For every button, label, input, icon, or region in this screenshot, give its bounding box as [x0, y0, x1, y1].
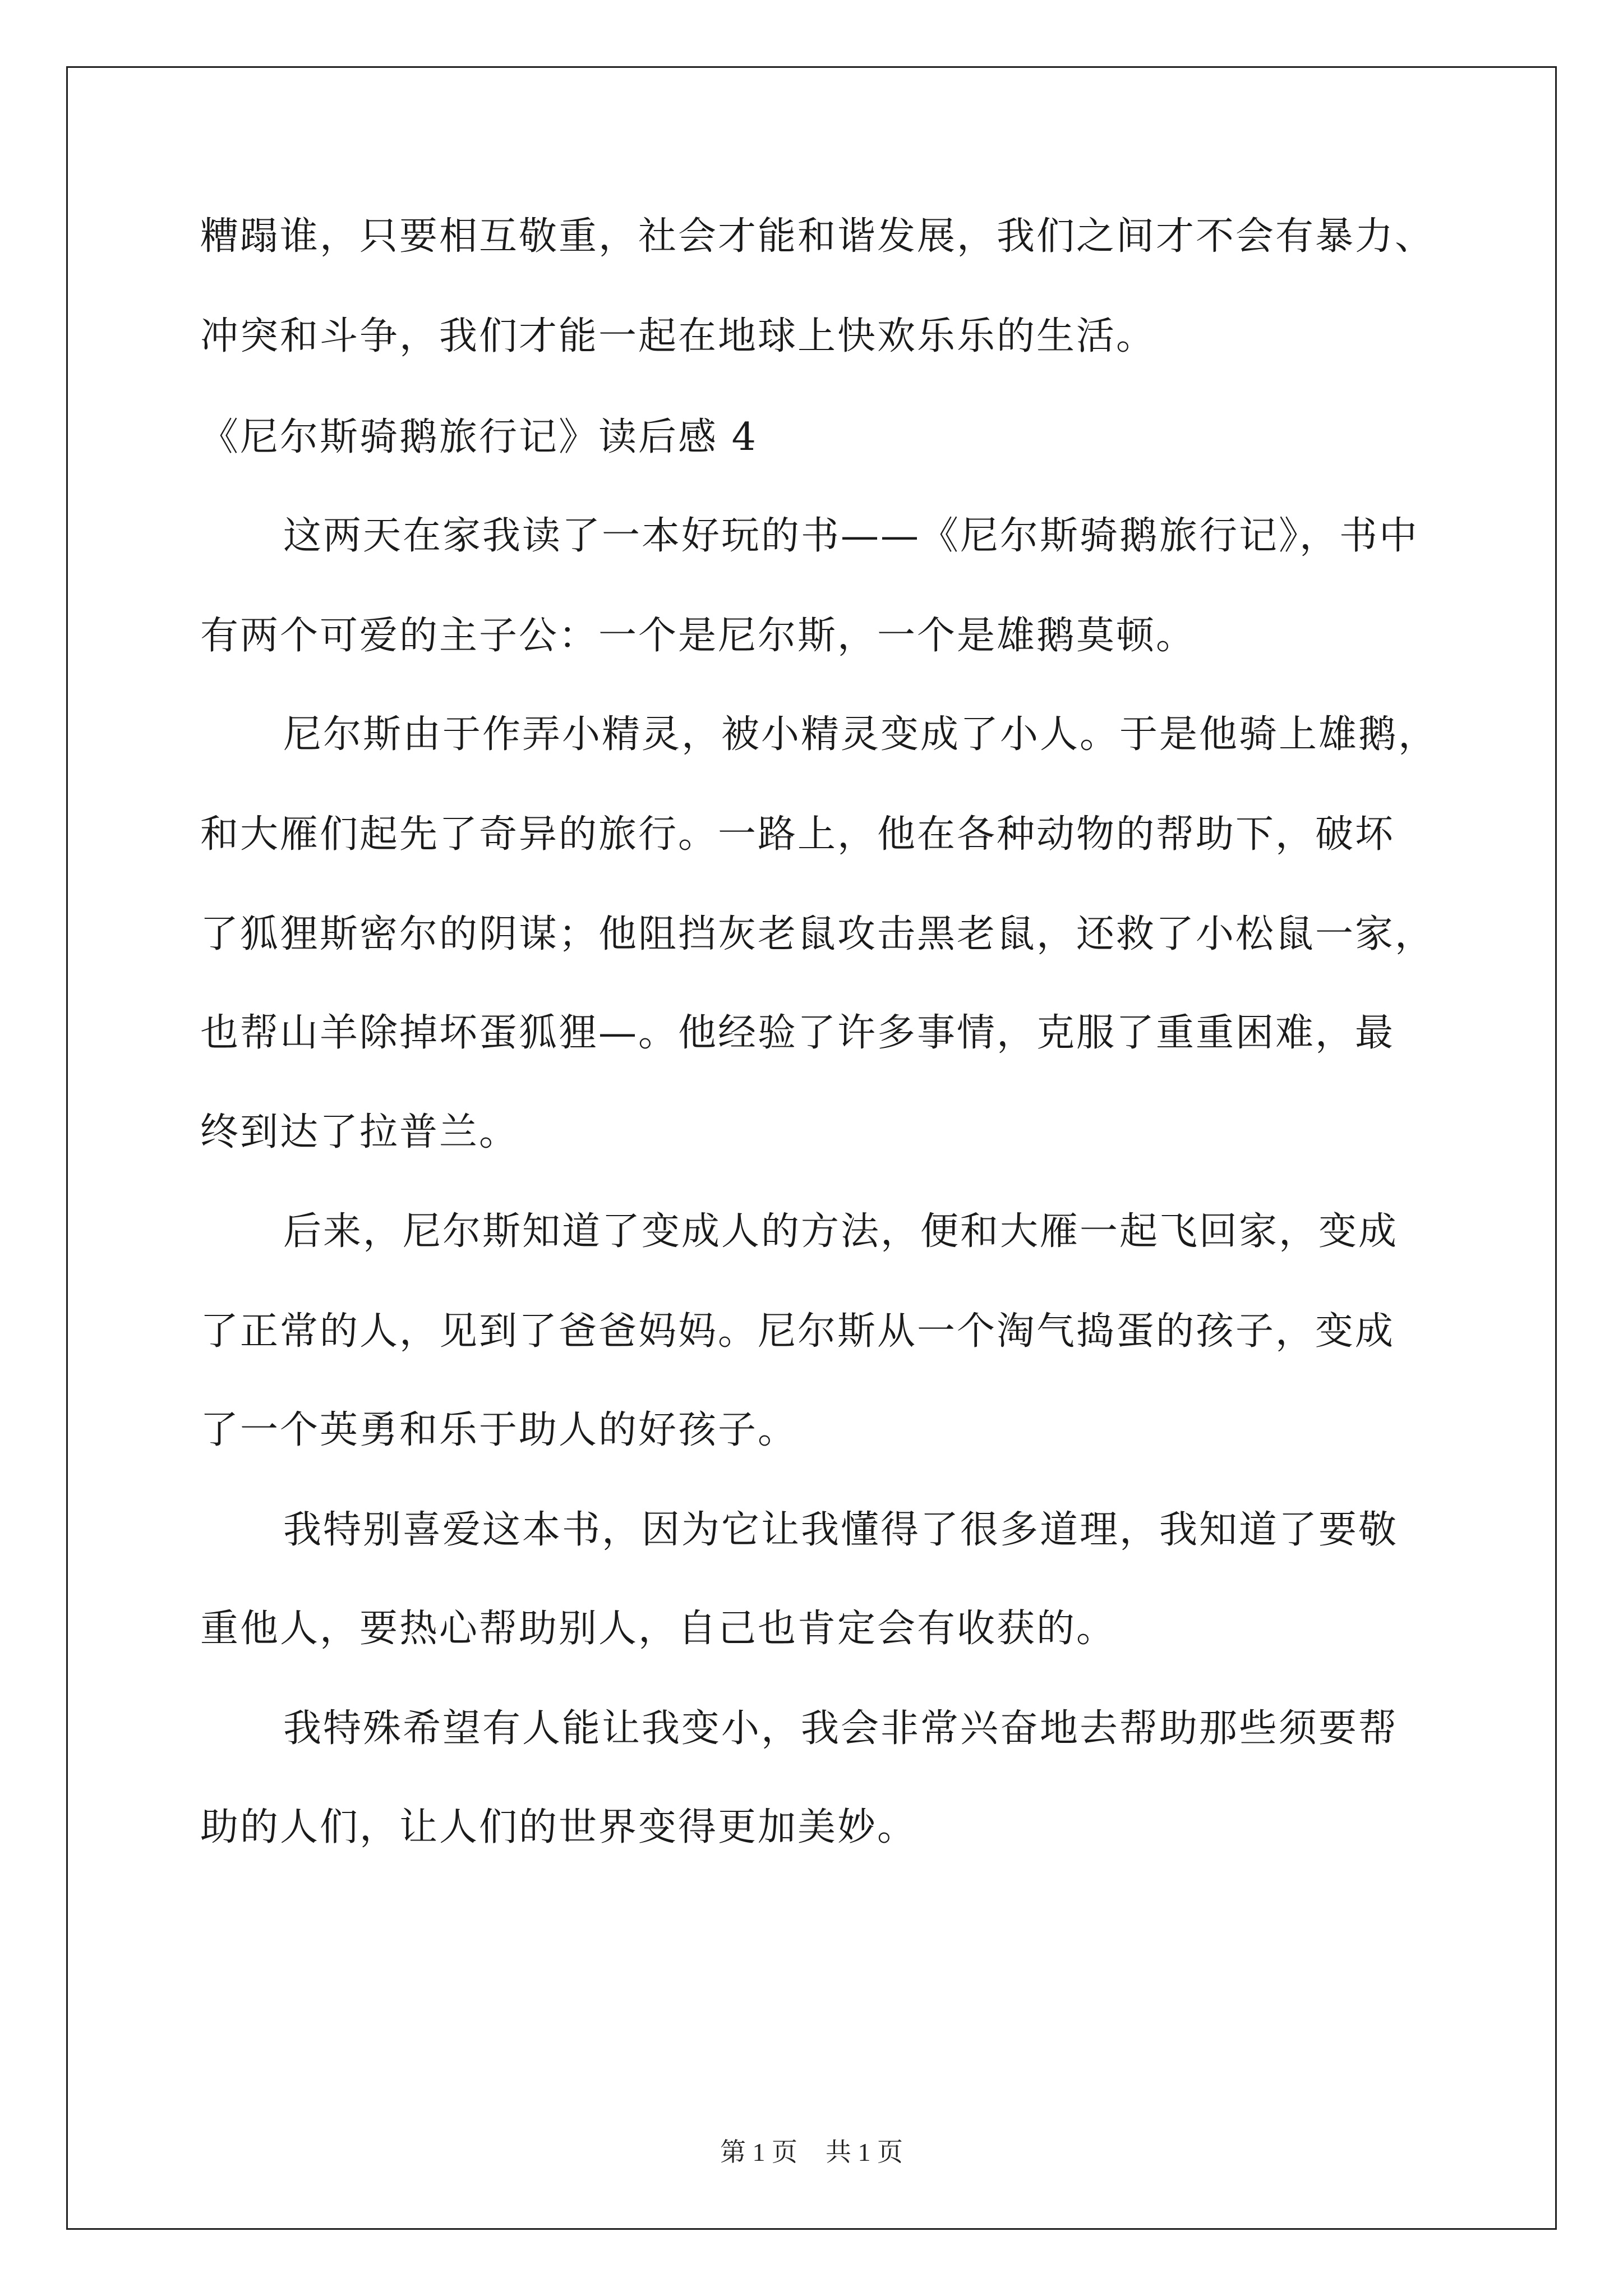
paragraph-line: 这两天在家我读了一本好玩的书——《尼尔斯骑鹅旅行记》，书中 — [283, 514, 1419, 558]
paragraph-line: 终到达了拉普兰。 — [200, 1110, 519, 1154]
paragraph-line: 后来，尼尔斯知道了变成人的方法，便和大雁一起飞回家，变成 — [283, 1209, 1399, 1254]
paragraph-line: 了狐狸斯密尔的阴谋；他阻挡灰老鼠攻击黑老鼠，还救了小松鼠一家， — [200, 912, 1435, 956]
paragraph-line: 有两个可爱的主子公：一个是尼尔斯，一个是雄鹅莫顿。 — [200, 614, 1196, 658]
paragraph-line: 了一个英勇和乐于助人的好孩子。 — [200, 1408, 798, 1452]
section-title: 《尼尔斯骑鹅旅行记》读后感 4 — [200, 415, 758, 459]
page-number-total: 共 1 页 — [826, 2138, 903, 2166]
paragraph-line: 尼尔斯由于作弄小精灵，被小精灵变成了小人。于是他骑上雄鹅， — [283, 712, 1438, 757]
paragraph-line: 糟蹋谁，只要相互敬重，社会才能和谐发展，我们之间才不会有暴力、 — [200, 214, 1435, 259]
paragraph-line: 我特别喜爱这本书，因为它让我懂得了很多道理，我知道了要敬 — [283, 1508, 1399, 1552]
page-number-current: 第 1 页 — [720, 2138, 797, 2166]
paragraph-line: 我特殊希望有人能让我变小，我会非常兴奋地去帮助那些须要帮 — [283, 1706, 1399, 1751]
paragraph-line: 也帮山羊除掉坏蛋狐狸—。他经验了许多事情，克服了重重困难，最 — [200, 1011, 1395, 1055]
paragraph-line: 冲突和斗争，我们才能一起在地球上快欢乐乐的生活。 — [200, 314, 1156, 358]
page-footer — [0, 2132, 1623, 2169]
paragraph-line: 和大雁们起先了奇异的旅行。一路上，他在各种动物的帮助下，破坏 — [200, 812, 1395, 857]
paragraph-line: 了正常的人，见到了爸爸妈妈。尼尔斯从一个淘气捣蛋的孩子，变成 — [200, 1309, 1395, 1354]
paragraph-line: 助的人们，让人们的世界变得更加美妙。 — [200, 1805, 917, 1849]
paragraph-line: 重他人，要热心帮助别人，自己也肯定会有收获的。 — [200, 1607, 1117, 1651]
